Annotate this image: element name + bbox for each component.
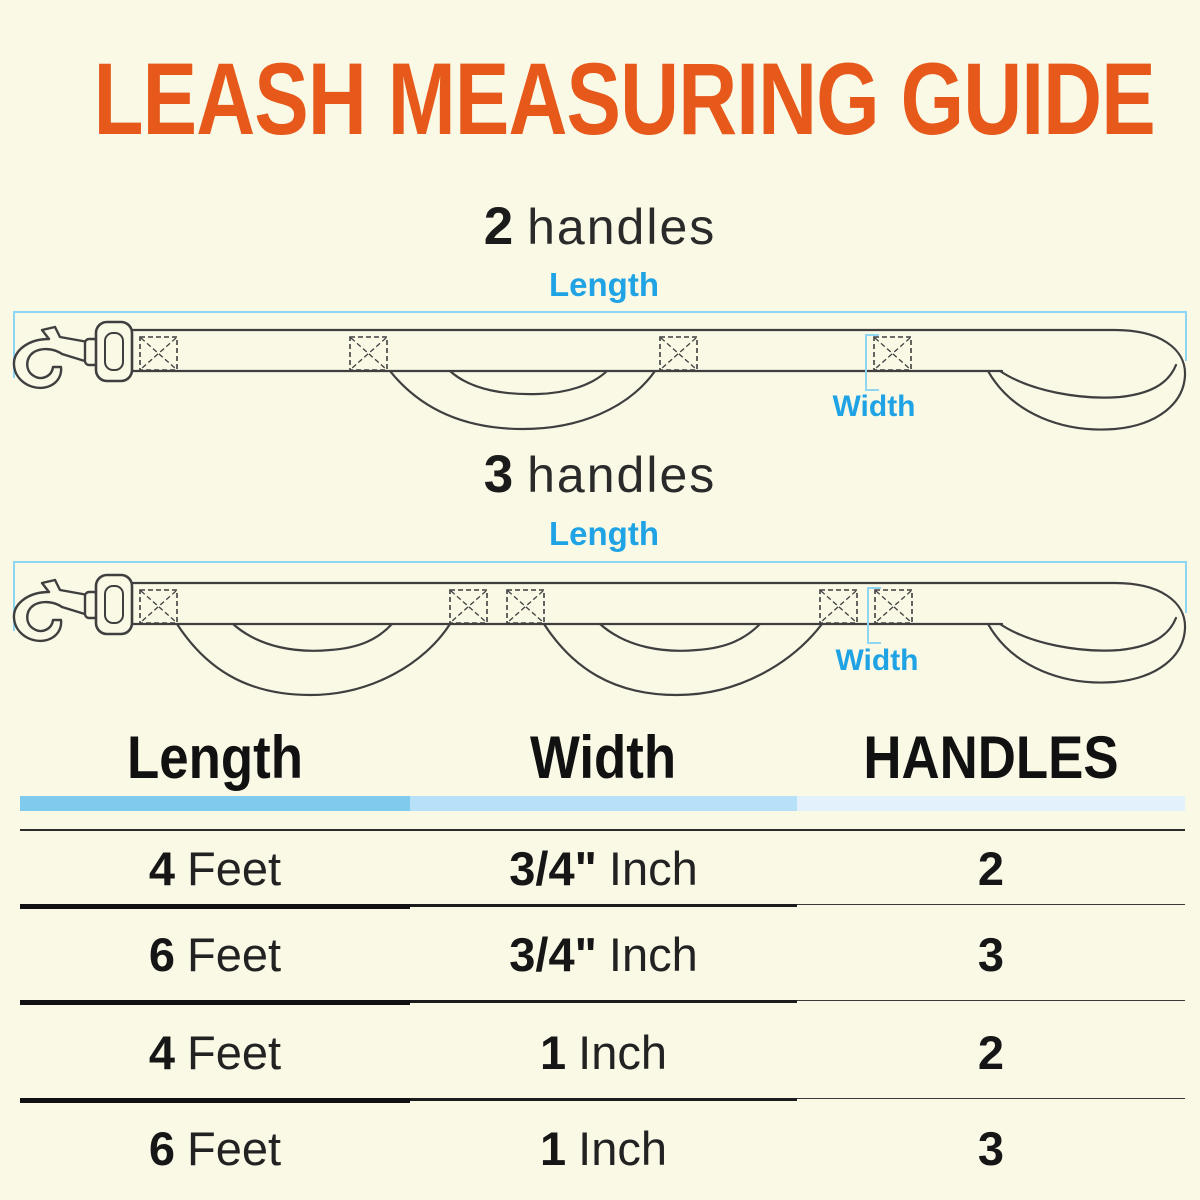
stitch-box-icon (350, 337, 387, 370)
diagram1-handle-word: handles (527, 199, 717, 255)
page-title-text: LEASH MEASURING GUIDE (93, 42, 1155, 157)
row3-width-unit: Inch (578, 1025, 667, 1079)
row1-handles-value: 2 (977, 841, 1005, 895)
stitch-box-icon (874, 337, 911, 370)
table-top-rule (20, 829, 1185, 831)
stitch-box-icon (507, 590, 544, 623)
row4-length-unit: Feet (187, 1121, 282, 1175)
row2-length-unit: Feet (187, 927, 282, 981)
handle-loop (390, 371, 655, 429)
bolt-snap-hook-icon (14, 322, 132, 388)
stitch-box-icon (820, 590, 857, 623)
header-divider-bar (20, 796, 1185, 811)
row3-length-value: 4 (148, 1025, 176, 1079)
diagram2-length-label: Length (549, 515, 659, 552)
table-header-length: Length (127, 724, 303, 791)
divider-segment-handles (797, 796, 1185, 811)
row3-length-unit: Feet (187, 1025, 282, 1079)
row2-width-value: 3/4" (509, 927, 597, 981)
table-row (0, 918, 1200, 990)
stitch-box-icon (660, 337, 697, 370)
table-row (0, 832, 1200, 904)
row4-width-unit: Inch (578, 1121, 667, 1175)
diagram1-width-label: Width (832, 390, 916, 423)
width-bracket (866, 335, 879, 390)
diagram2-caption (0, 445, 1200, 504)
row4-width-value: 1 (540, 1121, 567, 1175)
row-divider (20, 1098, 1185, 1104)
handle-loop-inner (450, 371, 607, 394)
diagram1-length-label: Length (549, 266, 659, 303)
table-header-width: Width (530, 724, 677, 791)
diagram2-handle-word: handles (527, 447, 717, 503)
row2-handles-value: 3 (977, 927, 1005, 981)
divider-segment-length (20, 796, 410, 811)
table-header-handles: HANDLES (863, 724, 1119, 791)
row1-width-unit: Inch (608, 841, 698, 895)
row-divider (20, 1000, 1185, 1006)
row1-length-unit: Feet (187, 841, 282, 895)
row4-handles-value: 3 (977, 1121, 1005, 1175)
diagram2-width-label: Width (835, 644, 919, 677)
diagram1-caption (0, 197, 1200, 256)
stitch-box-icon (140, 590, 177, 623)
handle-loop (544, 624, 822, 695)
row1-width-value: 3/4" (509, 841, 597, 895)
diagram1-handle-count: 2 (483, 197, 514, 256)
handle-loop-inner (233, 624, 392, 651)
leash-strap (120, 330, 1185, 430)
length-bracket (14, 562, 1186, 631)
handle-loop-inner (600, 624, 760, 651)
leash-diagram-2-handles (0, 303, 1200, 460)
handle-loop (177, 624, 450, 695)
leash-diagram-3-handles (0, 553, 1200, 710)
table-row (0, 1112, 1200, 1184)
leash-strap (120, 583, 1185, 695)
stitch-box-icon (875, 590, 912, 623)
row2-width-unit: Inch (608, 927, 698, 981)
divider-segment-width (410, 796, 797, 811)
bolt-snap-hook-icon (14, 575, 132, 641)
stitch-box-icon (140, 337, 177, 370)
diagram2-handle-count: 3 (483, 445, 514, 504)
table-row (0, 1016, 1200, 1088)
row-divider (20, 904, 1185, 910)
page-title (0, 42, 1200, 157)
row3-width-value: 1 (540, 1025, 567, 1079)
row1-length-value: 4 (148, 841, 176, 895)
row2-length-value: 6 (148, 927, 176, 981)
row4-length-value: 6 (148, 1121, 176, 1175)
row3-handles-value: 2 (977, 1025, 1005, 1079)
stitch-box-icon (450, 590, 487, 623)
length-bracket (14, 312, 1186, 378)
